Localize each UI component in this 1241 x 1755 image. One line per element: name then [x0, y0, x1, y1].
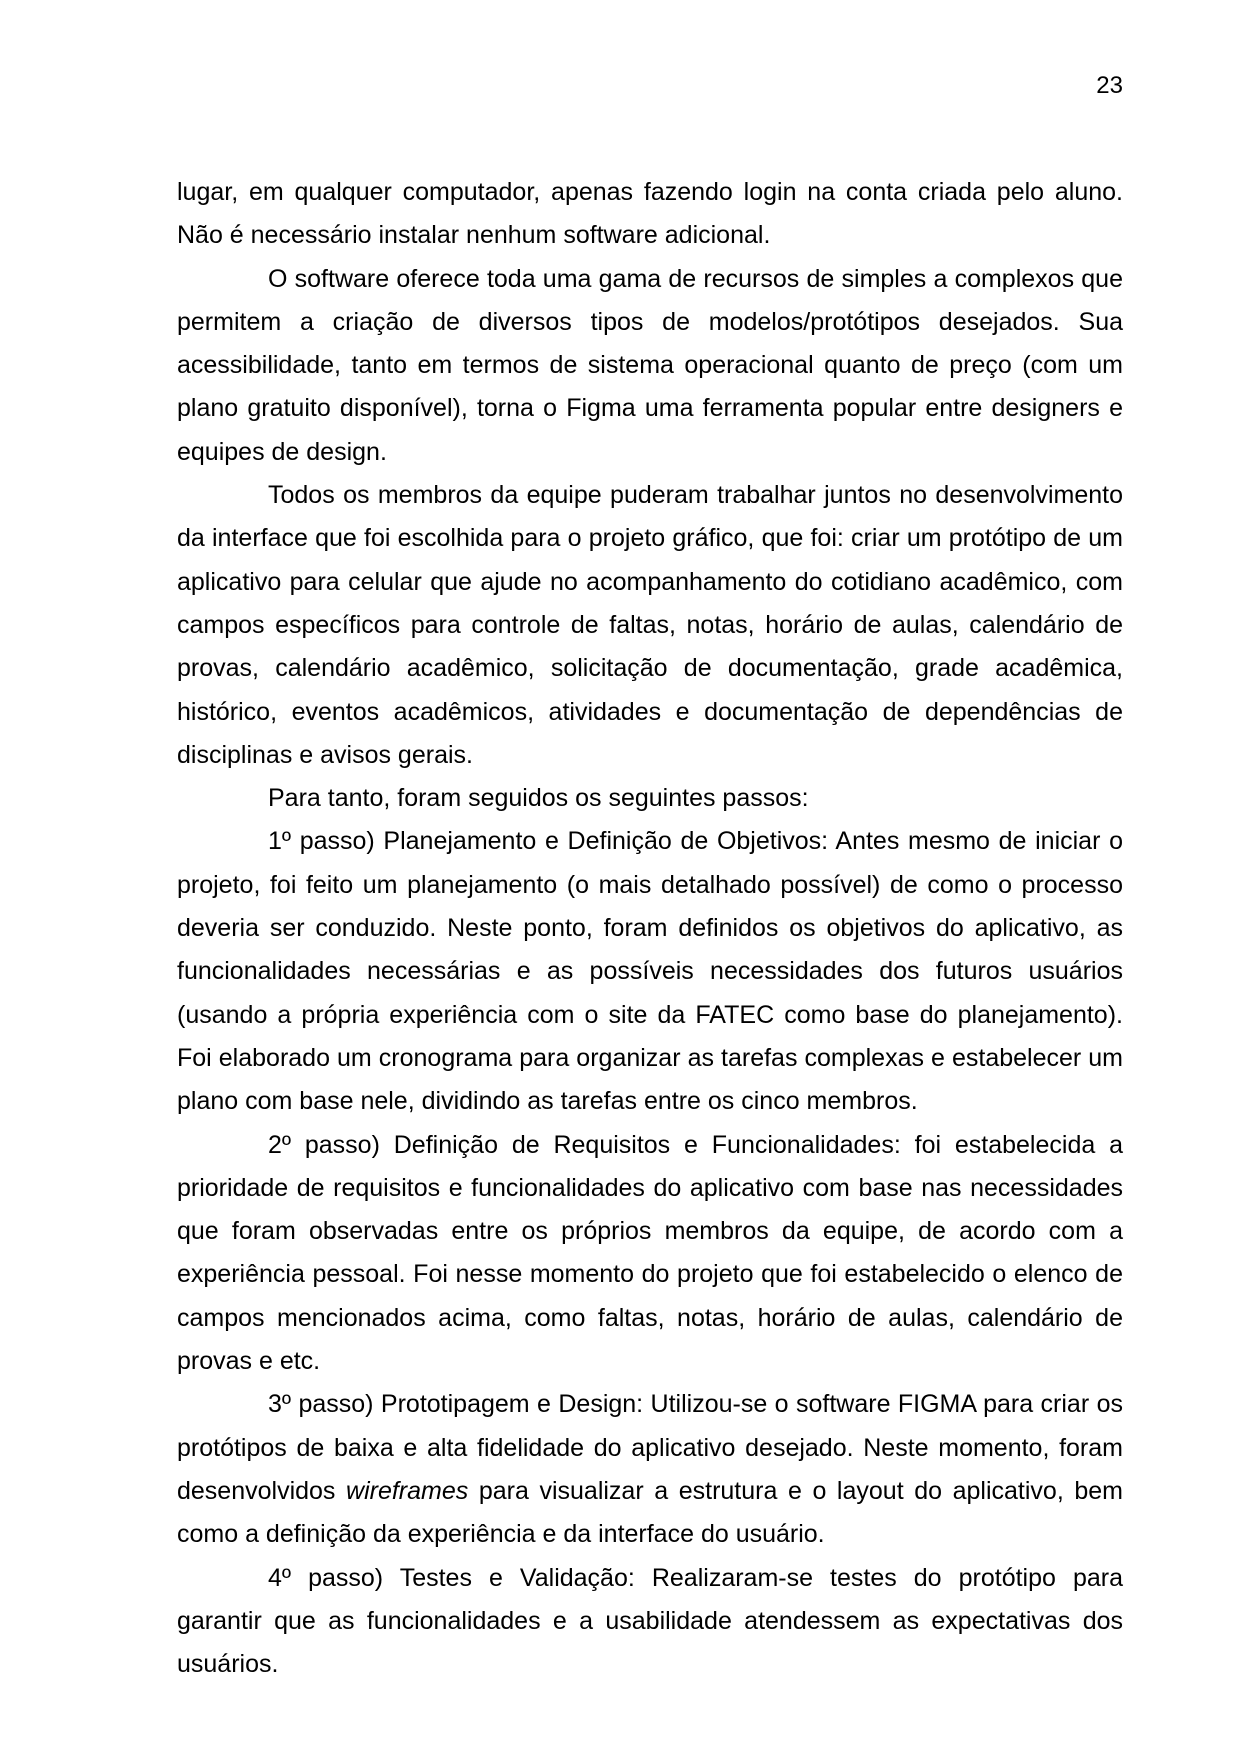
text-run: 2º passo) Definição de Requisitos e Funcionalidades: foi estabelecida a prioridade de requisitos e funcionalidades do aplicativo com base nas necessidades que foram observadas entre os próprios membros da equipe, de acordo com a experiência pessoal. Foi nesse momento do projeto que foi estabelecido o elenco de campos mencionados acima, como faltas, notas, horário de aulas, calendário de provas e etc.: [177, 1130, 1123, 1376]
paragraph: [177, 258, 1123, 474]
body-text: [177, 171, 1123, 1686]
text-run: Para tanto, foram seguidos os seguintes passos:: [268, 784, 809, 813]
text-run: Todos os membros da equipe puderam trabalhar juntos no desenvolvimento da interface que foi escolhida para o projeto gráfico, que foi: criar um protótipo de um aplicativo para celular que ajude no acompanhamento do cotidiano acadêmico, com campos específicos para controle de faltas, notas, horário de aulas, calendário de provas, calendário acadêmico, solicitação de documentação, grade acadêmica, histórico, eventos acadêmicos, atividades e documentação de dependências de disciplinas e avisos gerais.: [177, 481, 1123, 769]
paragraph: [177, 1383, 1123, 1556]
text-run: 3º passo) Prototipagem e Design: Utilizou-se o software FIGMA para criar os protótipos de baixa e alta fidelidade do aplicativo desejado. Neste momento, foram desenvolvidos: [177, 1390, 1123, 1505]
italic-text-run: wireframes: [346, 1476, 469, 1505]
text-run: lugar, em qualquer computador, apenas fazendo login na conta criada pelo aluno. Não é necessário instalar nenhum software adicional.: [177, 178, 1123, 250]
paragraph: [177, 474, 1123, 777]
text-run: 4º passo) Testes e Validação: Realizaram-se testes do protótipo para garantir que as funcionalidades e a usabilidade atendessem as expectativas dos usuários.: [177, 1563, 1123, 1679]
text-run: O software oferece toda uma gama de recursos de simples a complexos que permitem a criação de diversos tipos de modelos/protótipos desejados. Sua acessibilidade, tanto em termos de sistema operacional quanto de preço (com um plano gratuito disponível), torna o Figma uma ferramenta popular entre designers e equipes de design.: [177, 264, 1123, 466]
paragraph: [177, 777, 1123, 820]
page-number: 23: [1096, 72, 1123, 99]
text-run: 1º passo) Planejamento e Definição de Objetivos: Antes mesmo de iniciar o projeto, foi feito um planejamento (o mais detalhado possível) de como o processo deveria ser conduzido. Neste ponto, foram definidos os objetivos do aplicativo, as funcionalidades necessárias e as possíveis necessidades dos futuros usuários (usando a própria experiência com o site da FATEC como base do planejamento). Foi elaborado um cronograma para organizar as tarefas complexas e estabelecer um plano com base nele, dividindo as tarefas entre os cinco membros.: [177, 827, 1123, 1116]
paragraph: [177, 1557, 1123, 1687]
paragraph: [177, 820, 1123, 1123]
paragraph: [177, 1124, 1123, 1384]
paragraph: [177, 171, 1123, 258]
text-run: para visualizar a estrutura e o layout do aplicativo, bem como a definição da experiência e da interface do usuário.: [177, 1476, 1123, 1549]
